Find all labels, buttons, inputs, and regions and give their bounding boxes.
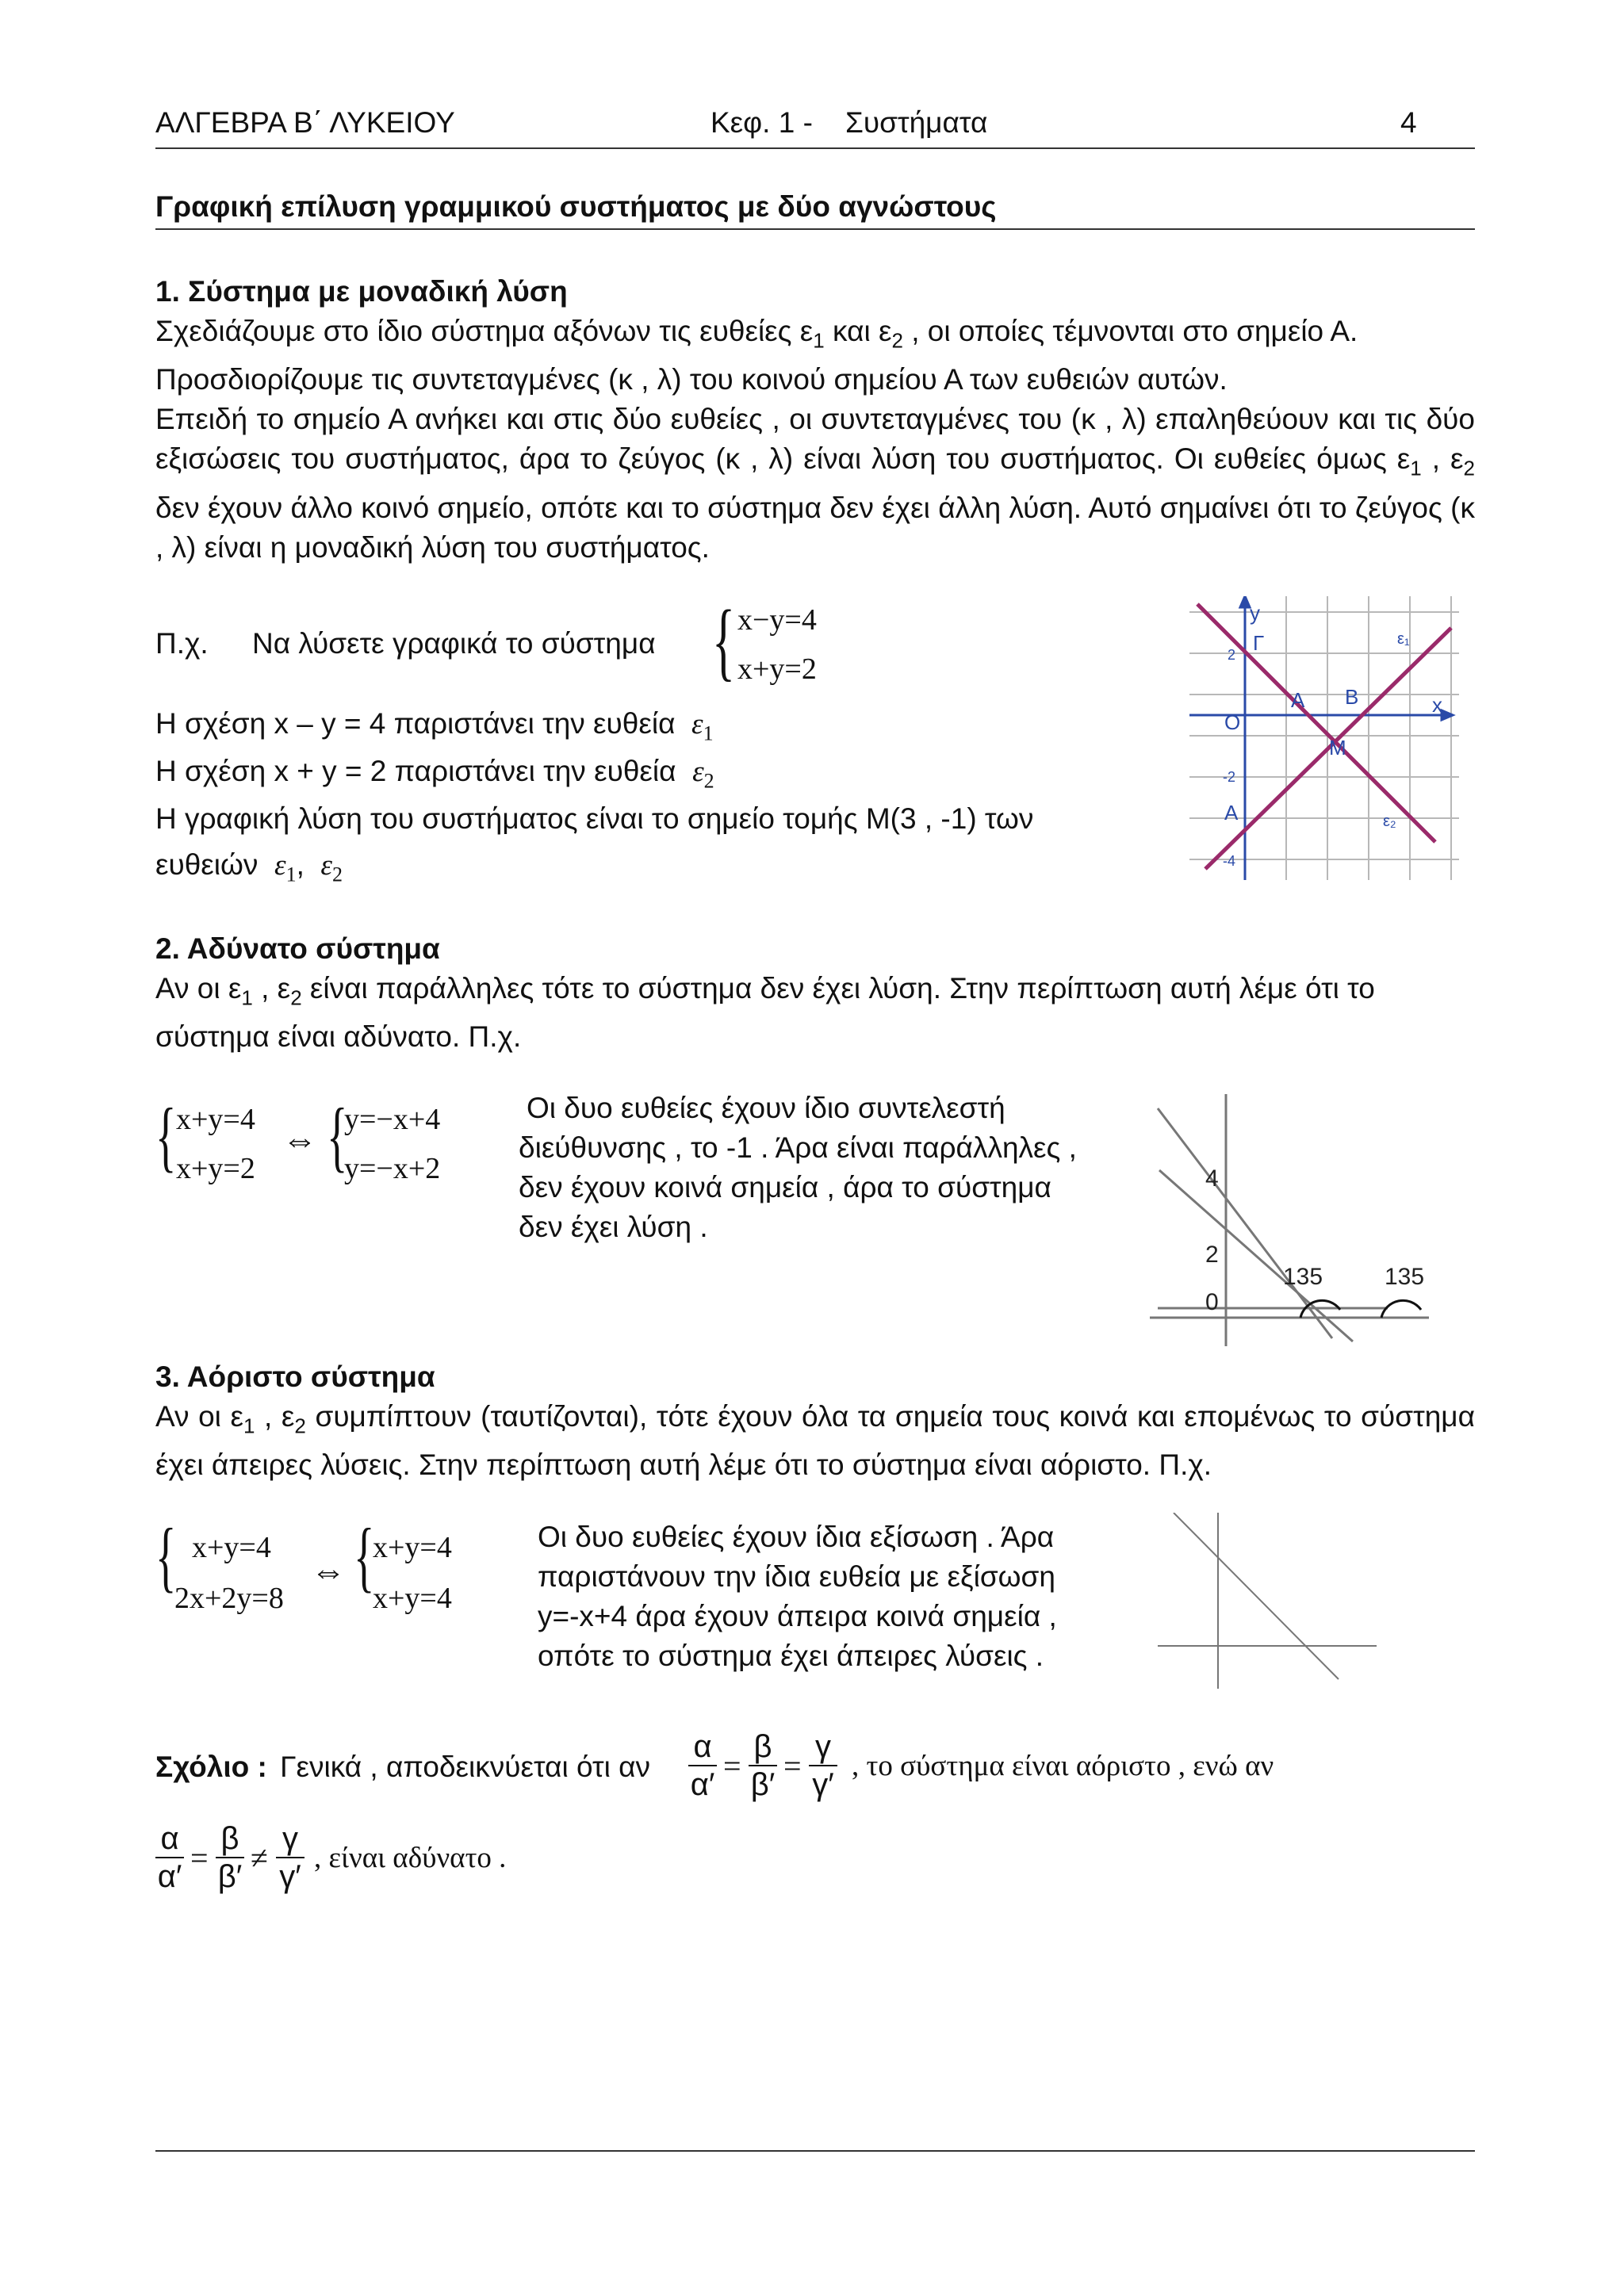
s3-desc-line: Οι δυο ευθείες έχουν ίδια εξίσωση . Άρα: [538, 1521, 1055, 1553]
s2-desc-line: δεν έχουν κοινά σημεία , άρα το σύστημα: [519, 1171, 1051, 1203]
note2-eq: =: [190, 1840, 209, 1876]
s3-heading: 3. Αόριστο σύστημα: [155, 1360, 435, 1393]
note-frac2-alpha: α α′: [155, 1820, 184, 1895]
s3-right-eq2: x+y=4: [373, 1582, 452, 1615]
g1-point-b: Β: [1345, 685, 1359, 709]
s2-left-eq1: x+y=4: [176, 1103, 255, 1136]
s3-description: [538, 1517, 1057, 1676]
s2-heading: 2. Αδύνατο σύστημα: [155, 932, 440, 965]
s1-solution-line2: ευθειών $\varepsilon_1$, $\varepsilon_2$: [155, 848, 343, 886]
note-frac-gamma: γ γ′: [809, 1728, 837, 1803]
section-rule: [155, 228, 1475, 230]
s3-right-brace: {: [354, 1512, 375, 1600]
header-title: ΑΛΓΕΒΡΑ Β΄ ΛΥΚΕΙΟΥ: [155, 106, 455, 139]
g1-gamma: Γ: [1253, 631, 1265, 655]
s2-description: [519, 1089, 1077, 1247]
s3-left-system: [174, 1522, 284, 1624]
note-eq2: =: [783, 1748, 802, 1784]
note-text1: Γενικά , αποδεικνύεται ότι αν: [280, 1751, 651, 1783]
s3-desc-line: παριστάνουν την ίδια ευθεία με εξίσωση: [538, 1560, 1055, 1593]
s3-graph: [1158, 1513, 1380, 1689]
note-frac-alpha: α α′: [688, 1728, 717, 1803]
s2-paragraph: [155, 969, 1475, 1057]
s2-left-brace: {: [155, 1092, 177, 1180]
s1-line2: Προσδιορίζουμε τις συντεταγμένες (κ , λ) του κοινού σημείου Α των ευθειών αυτών.: [155, 363, 1228, 396]
g1-point-a2: Α: [1224, 801, 1239, 825]
g1-e2: ε₂: [1383, 813, 1396, 830]
s3-equivalence: ⇔: [311, 1552, 346, 1590]
g1-tick-m2: -2: [1223, 769, 1236, 785]
g2-label-2: 2: [1205, 1242, 1219, 1268]
note-frac2-beta: β β′: [216, 1820, 244, 1895]
g2-label-0: 0: [1205, 1289, 1219, 1315]
note-frac2-gamma: γ γ′: [276, 1820, 304, 1895]
s3-left-eq2: 2x+2y=8: [174, 1582, 284, 1615]
g1-x-label: x: [1432, 693, 1442, 717]
s3-right-system: [373, 1522, 452, 1624]
page-number: 4: [1400, 106, 1417, 139]
s3-desc-line: οπότε το σύστημα έχει άπειρες λύσεις .: [538, 1640, 1044, 1672]
g2-angle-2: 135: [1385, 1264, 1425, 1290]
s1-heading: 1. Σύστημα με μοναδική λύση: [155, 275, 568, 308]
s2-right-eq2: y=−x+2: [344, 1152, 441, 1185]
g1-point-a: Α: [1291, 688, 1305, 712]
s1-relation2: Η σχέση x + y = 2 παριστάνει την ευθεία $\varepsilon_2$: [155, 755, 714, 793]
s2-right-brace: {: [327, 1092, 348, 1180]
section-title: Γραφική επίλυση γραμμικού συστήματος με δύο αγνώστους: [155, 190, 997, 223]
s2-graph: [1150, 1094, 1435, 1346]
s1-solution-line1: Η γραφική λύση του συστήματος είναι το σημείο τομής Μ(3 , -1) των: [155, 802, 1034, 835]
s1-system: [737, 595, 817, 694]
s2-desc-line: δεν έχει λύση .: [519, 1211, 708, 1243]
note-line1: [155, 1747, 650, 1787]
s2-text: Αν οι $\varepsilon_1$ , $\varepsilon_2$ είναι παράλληλες τότε το σύστημα δεν έχει λύση. Στην περίπτωση αυτή λέμε ότι το σύστημα είναι αδύνατο. Π.χ.: [155, 972, 1375, 1054]
header-chapter: Κεφ. 1 - Συστήματα: [710, 106, 988, 139]
s2-right-system: [344, 1095, 440, 1193]
s3-left-eq1: x+y=4: [192, 1531, 271, 1564]
s3-paragraph: [155, 1397, 1475, 1485]
note-frac-beta: β β′: [749, 1728, 777, 1803]
s1-eq1: x−y=4: [737, 603, 817, 637]
note-text3: , είναι αδύνατο .: [314, 1842, 507, 1874]
note-label: Σχόλιο :: [155, 1751, 267, 1783]
note2-neq: ≠: [251, 1840, 268, 1876]
note-eq1: =: [723, 1748, 741, 1784]
s1-system-brace: {: [712, 592, 736, 689]
g1-origin: O: [1224, 710, 1241, 734]
s1-example-text: Να λύσετε γραφικά το σύστημα: [252, 627, 656, 660]
g1-y-label: y: [1250, 601, 1260, 625]
s2-left-eq2: x+y=2: [176, 1152, 255, 1185]
s2-equivalence: ⇔: [282, 1120, 317, 1159]
g1-e1: ε₁: [1397, 630, 1410, 648]
s1-line3: Επειδή το σημείο Α ανήκει και στις δύο ευθείες , οι συντεταγμένες του (κ , λ) επαληθεύουν και τις δύο εξισώσεις του συστήματος, άρα το ζεύγος (κ , λ) είναι λύση του συστήματος. Οι ευθείες όμως $\varepsilon_1$ , $\varepsilon_2$ δεν έχουν άλλο κοινό σημείο, οπότε και το σύστημα δεν έχει άλλη λύση. Αυτό σημαίνει ότι το ζεύγος (κ , λ) είναι η μοναδική λύση του συστήματος.: [155, 403, 1475, 564]
s2-desc-line: Οι δυο ευθείες έχουν ίδιο συντελεστή: [527, 1092, 1005, 1124]
g1-tick-m4: -4: [1223, 853, 1236, 869]
header-rule: [155, 147, 1475, 149]
note-text2: , το σύστημα είναι αόριστο , ενώ αν: [852, 1750, 1274, 1782]
s1-example-label: Π.χ.: [155, 627, 209, 660]
s2-left-system: [176, 1095, 255, 1193]
g1-point-m: M: [1329, 736, 1346, 760]
s1-relation1: Η σχέση x – y = 4 παριστάνει την ευθεία $\varepsilon_1$: [155, 707, 714, 745]
s2-desc-line: διεύθυνσης , το -1 . Άρα είναι παράλληλες ,: [519, 1131, 1077, 1164]
s1-graph: [1189, 596, 1459, 880]
s3-right-eq1: x+y=4: [373, 1531, 452, 1564]
s1-eq2: x+y=2: [737, 652, 817, 686]
footer-rule: [155, 2150, 1475, 2152]
s3-left-brace: {: [155, 1512, 177, 1600]
s3-text: Αν οι $\varepsilon_1$ , $\varepsilon_2$ συμπίπτουν (ταυτίζονται), τότε έχουν όλα τα σημεία τους κοινά και επομένως το σύστημα έχει άπειρες λύσεις. Στην περίπτωση αυτή λέμε ότι το σύστημα είναι αόριστο. Π.χ.: [155, 1400, 1475, 1482]
s1-line1: Σχεδιάζουμε στο ίδιο σύστημα αξόνων τις ευθείες $\varepsilon_1$ και $\varepsilon_2$ , οι οποίες τέμνονται στο σημείο Α.: [155, 315, 1358, 353]
g1-tick-2: 2: [1228, 647, 1236, 663]
g2-angle-1: 135: [1283, 1264, 1323, 1290]
s3-desc-line: y=-x+4 άρα έχουν άπειρα κοινά σημεία ,: [538, 1600, 1057, 1632]
g2-label-4: 4: [1205, 1165, 1219, 1192]
s2-right-eq1: y=−x+4: [344, 1103, 441, 1136]
s1-paragraph: [155, 312, 1475, 568]
